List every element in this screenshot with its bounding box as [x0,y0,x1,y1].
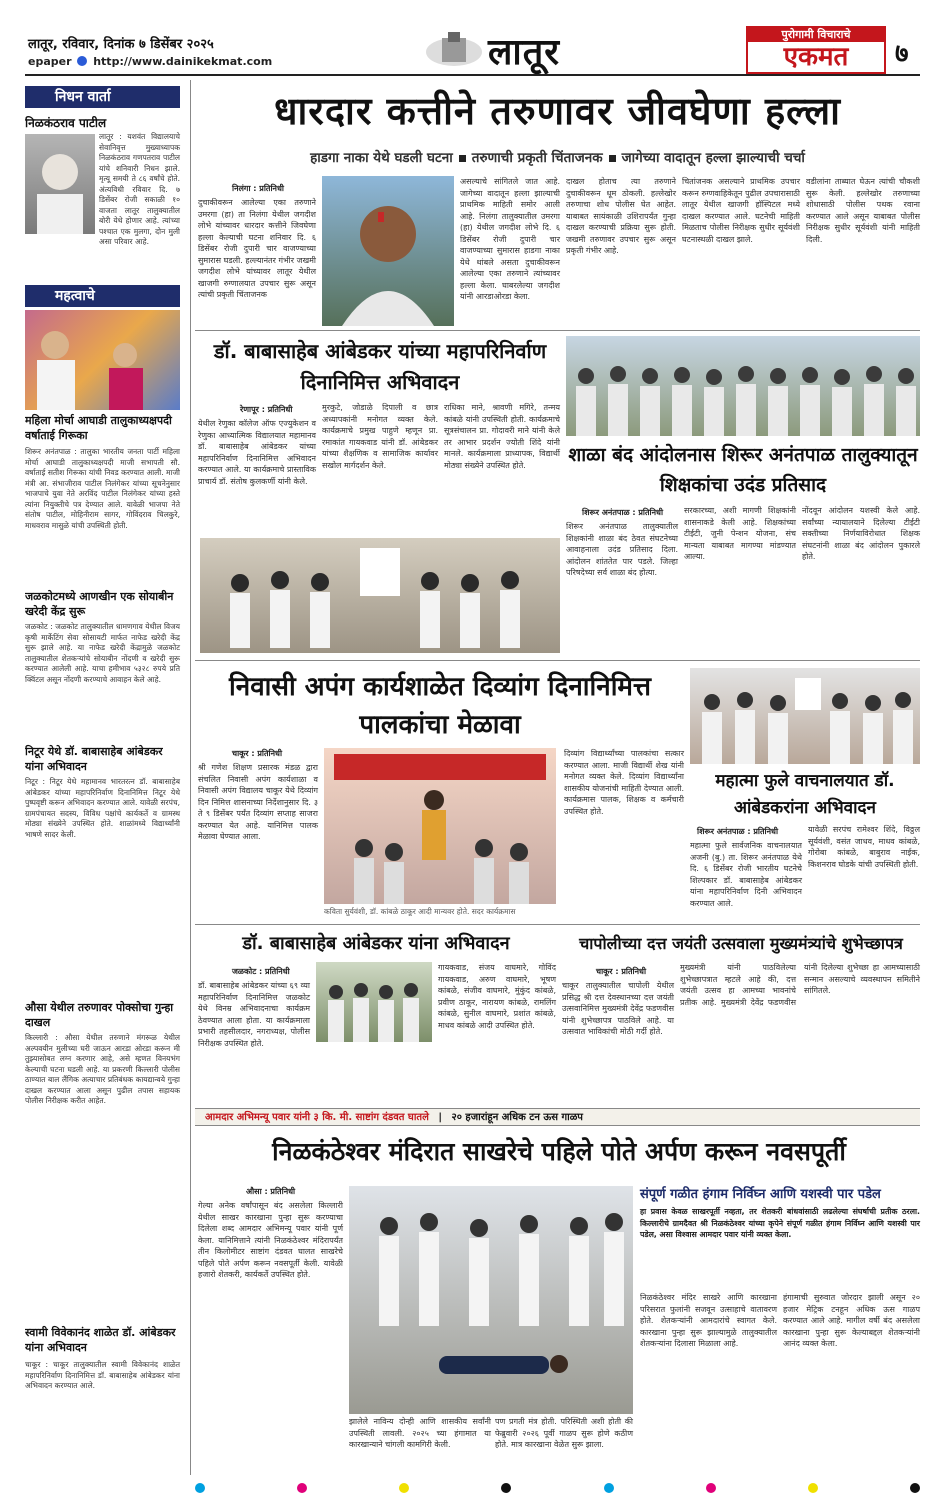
mahatvache-header [25,285,180,307]
lead-text-d: चितांजनक असल्याने प्राथमिक उपचार करून रुग्णवाहिकेतून पुढील उपचारासाठी लातूर येथील खाजगी हॉस्पिटल मध्ये दाखल करण्यात आले. घटनेची माहिती मिळताच पोलीस निरीक्षक सुधीर सूर्यवंशी घटनास्थळी दाखल झाले. [682,177,800,244]
phule-headline: महात्मा फुले वाचनालयात डॉ. आंबेडकरांना अभिवादन [715,771,895,818]
mahatvache-title: महत्वाचे [55,288,95,304]
s1-text: शिरूर अनंतपाळ : तालुका भारतीय जनता पार्टी महिला मोर्चा आघाडी तालुकाध्यक्षपदी माजी सभापती सौ. वर्षाताई सतीश गिरूका यांची निवड करण्यात आली. माजी मंत्री आ. संभाजीराव पाटील निलंगेकर यांच्या सूचनेनुसार भाजपाचे युवा नेते अरविंद पाटील निलंगेकर यांच्या हस्ते त्यांना नियुक्तीचे पत्र देण्यात आले. यावेळी भाजपा नेते संतोष पाटील, मोहिनीराम सागर, गोविंदराव चिलकुरे, माधवराव मासुळे यांची उपस्थिती होती. [25,447,180,530]
brand-block [746,26,886,74]
shala-text-c: नोंदवून आंदोलन यशस्वी केले आहे. सर्वांच्या न्यायालयाने दिलेल्या टीईटी सक्तीच्या निर्णयाविरोधात शिक्षक संघटनांनी शाळा बंद आंदोलन पुकारले होते. [802,506,920,561]
nidhan-title: निधन वार्ता [55,89,111,105]
globe-icon [77,56,87,66]
s2-text: जळकोट : जळकोट तालुक्यातील धामणगाव येथील विजय कृषी मार्केटिंग सेवा सोसायटी मार्फत नाफेड खरेदी केंद्र सुरू झाले आहे. या नाफेड खरेदी केंद्रामुळे जळकोट तालुक्यातील शेतकऱ्यांचे सोयाबीन नोंदणी व खरेदी सुरू करण्यात आलेली आहे. याचा हमीभाव ५३२८ रुपये प्रति क्विंटल असून नोंदणी करण्याचे आवाहन केले आहे. [25,622,180,684]
apang-text-b: दिव्यांग विद्यार्थ्यांच्या पालकांचा सत्कार करण्यात आला. माजी विद्यार्थी शेख यांनी मनोगत व्यक्त केले. दिव्यांग विद्यार्थ्यांना शासकीय योजनांची माहिती देण्यात आली. कार्यक्रमास पालक, शिक्षक व कर्मचारी उपस्थित होते. [564,749,684,816]
registration-mark-icon [808,1483,818,1493]
ticker-item-2: २० हजारांहून अधिक टन ऊस गाळप [451,1112,583,1123]
lead-photo [322,176,454,326]
sidebar [25,80,185,1480]
s3-text: निटूर : निटूर येथे महामानव भारतरत्न डॉ. बाबासाहेब आंबेडकर यांच्या महापरिनिर्वाण दिनानिमित्त निटूर येथे पुष्पवृष्टी करून अभिवादन करण्यात आले. यावेळी सरपंच, ग्रामपंचायत सदस्य, विविध पक्षांचे कार्यकर्ते व ग्रामस्थ मोठ्या संख्येने उपस्थित होते. शाळांमध्ये विद्यार्थ्यांनी भाषणे सादर केली. [25,777,180,839]
brand-logo: एकमत [783,42,849,72]
jalkot-text-a: डॉ. बाबासाहेब आंबेडकर यांच्या ६९ व्या महापरिनिर्वाण दिनानिमित्त जळकोट येथे विनम्र अभिवादनाचा कार्यक्रम ठेवण्यात आला होता. या कार्यक्रमाला प्रभारी तहसीलदार, नगराध्यक्ष, पोलीस निरीक्षक उपस्थित होते. [198,981,310,1048]
ambedkar-text-a: येथील रेणुका कॉलेज ऑफ एज्युकेशन व रेणुका आध्यात्मिक विद्यालयात महामानव डॉ. बाबासाहेब आंबेडकर यांच्या महापरिनिर्वाण दिनानिमित्त अभिवादन करण्यात आले. या कार्यक्रमाचे प्रास्ताविक प्राचार्य डॉ. संतोष कुलकर्णी यांनी केले. [198,419,316,486]
jalkot-headline: डॉ. बाबासाहेब आंबेडकर यांना अभिवादन [242,933,510,954]
ausa-caption: झालेले नाविन्य दोन्ही आणि शासकीय सर्वांनी उपस्थिती लावली. २०२५ च्या हंगामात या कारखान्याने चांगली कामगिरी केली. [349,1417,491,1449]
s1-title: महिला मोर्चा आघाडी तालुकाध्यक्षपदी वर्षाताई गिरूका [25,414,172,442]
ambedkar-headline: डॉ. बाबासाहेब आंबेडकर यांच्या महापरिनिर्वाण दिनानिमित्त अभिवादन [213,339,547,394]
lead-sub-3: जागेच्या वादातून हल्ला झाल्याची चर्चा [621,150,805,166]
brand-tag: पुरोगामी विचाराचे [748,28,884,42]
registration-mark-icon [604,1483,614,1493]
chapoli-headline: चापोलीच्या दत्त जयंती उत्सवाला मुख्यमंत्र्यांचे शुभेच्छापत्र [579,934,903,953]
lead-headline: धारदार कत्तीने तरुणावर जीवघेणा हल्ला [274,89,841,133]
shala-headline: शाळा बंद आंदोलनास शिरूर अनंतपाळ तालुक्यातून शिक्षकांचा उदंड प्रतिसाद [568,444,918,496]
lead-byline: निलंगा : प्रतिनिधी [232,184,284,193]
lead-subline [195,148,920,166]
phule-text-a: महात्मा फुले सार्वजनिक वाचनालयात अजनी (बु.) ता. शिरूर अनंतपाळ येथे दि. ६ डिसेंबर रोजी भारतीय घटनेचे शिल्पकार डॉ. बाबासाहेब आंबेडकर यांना महापरिनिर्वाण दिनी अभिवादन करण्यात आले. [690,841,802,908]
epaper-label: epaper [28,55,72,68]
epaper-line[interactable] [28,55,272,68]
date-line: लातूर, रविवार, दिनांक ७ डिसेंबर २०२५ [28,37,214,52]
lead-text-e: वडीलांना ताब्यात घेऊन त्यांची चौकशी सुरू केली. हल्लेखोर तरुणाच्या शोधासाठी पोलीस पथक रवाना करण्यात आले असून याबाबत पोलीस निरीक्षक सुधीर सूर्यवंशी यांनी माहिती दिली. [806,177,920,244]
chapoli-text-b: मुख्यमंत्री यांनी पाठविलेल्या शुभेच्छापत्रात म्हटले आहे की, दत्त जयंती उत्सव हा आमच्या भावनांचे प्रतीक आहे. मुख्यमंत्री देवेंद्र फडणवीस यांनी दिलेल्या शुभेच्छा हा आमच्यासाठी सन्मान असल्याचे व्यवस्थापन समितीने सांगितले. [680,963,920,1007]
lead-text-b: असल्याचे सांगितले जात आहे. जागेच्या वादातून हल्ला झाल्याची प्राथमिक माहिती समोर आली आहे. निलंगा तालुक्यातील उमरगा (हा) येथील जगदीश लोभे दि. ६ डिसेंबर रोजी दुपारी चार वाजण्याच्या सुमारास हाडगा नाका येथे थांबले असता दुचाकीवरून आलेल्या एका तरुणाने त्यांच्यावर हल्ला केला. घाबरलेल्या जगदीश यांनी आरडाओरडा केला. [460,177,560,301]
jalkot-photo [316,962,432,1042]
jalkot-byline: जळकोट : प्रतिनिधी [232,967,290,976]
masthead-rule [25,74,920,76]
print-registration-bar [195,1480,920,1496]
lead-text-a: दुचाकीवरून आलेल्या एका तरुणाने उमरगा (हा) ता निलंगा येथील जगदीश लोभे यांच्यावर धारदार कत्तीने जिवघेणा हल्ला केल्याची घटना शनिवार दि. ६ डिसेंबर रोजी दुपारी चार वाजण्याच्या सुमारास घडली. हल्ल्यानंतर गंभीर जखमी जगदीश लोभे यांच्यावर लातूर येथील खाजगी रुग्णालयात उपचार सुरू असून त्यांची प्रकृती चिंताजनक [198,198,316,299]
ausa-text-a: गेल्या अनेक वर्षांपासून बंद असलेला किल्लारी येथील साखर कारखाना पुन्हा सुरू करण्याचा दिलेला शब्द आमदार अभिमन्यू पवार यांनी पूर्ण केला. यानिमित्ताने त्यांनी निळकंठेश्वर मंदिरापर्यंत तीन किलोमीटर साष्टांग दंडवत घालत साखरेचे पहिले पोते अर्पण करून नवसपूर्ती केली. यावेळी हजारो शेतकरी, कार्यकर्ते उपस्थित होते. [198,1201,343,1279]
ambedkar-text-c: राधिका माने, श्रावणी मगिरे, तन्मय कांबळे यांनी उपस्थिती होती. कार्यक्रमाचे सूत्रसंचालन प्रा. गोदावरी माने यांनी केले तर आभार प्रदर्शन ज्योती शिंदे यांनी मानले. कार्यक्रमाला प्राध्यापक, विद्यार्थी मोठ्या संख्येने उपस्थित होते. [444,403,560,470]
lead-sub-2: तरुणाची प्रकृती चिंताजनक [471,150,603,166]
sampurna-text-a: निळकंठेश्वर मंदिर साखरे आणि कारखाना परिसरात फुलांनी सजवून उत्साहाचे वातावरण होते. शेतकऱ्यांनी आमदारांचे स्वागत केले. कारखाना पुन्हा सुरू झाल्यामुळे तालुक्यातील शेतकऱ्यांना दिलासा मिळाला आहे. [640,1293,777,1348]
city-title: लातूर [488,32,560,73]
sampurna-text-b: हंगामाची सुरुवात जोरदार झाली असून २० हजार मेट्रिक टनहून अधिक ऊस गाळप करण्यात आले आहे. मागील वर्षी बंद असलेला कारखाना पुन्हा सुरू केल्याबद्दल शेतकऱ्यांनी आनंद व्यक्त केला. [783,1293,920,1348]
s4-text: किल्लारी : औसा येथील तरुणाने मंगरूळ येथील अल्पवयीन मुलीच्या घरी जाऊन आरडा ओरडा करून मी तुझ्यासोबत लग्न करणार आहे, असे म्हणत विनयभंग केल्याची घटना घडली आहे. या प्रकरणी किल्लारी पोलीस ठाण्यात बाल लैंगिक अत्याचार प्रतिबंधक कायद्यान्वये गुन्हा दाखल करण्यात आला असून पुढील तपास सहायक पोलीस निरीक्षक करीत आहेत. [25,1033,180,1105]
shala-photo [566,336,920,436]
ticker-item-1: आमदार अभिमन्यू पवार यांनी ३ कि. मी. साष्टांग दंडवत घातले [205,1112,429,1123]
ambedkar-text-b: मुरकुटे, जोडाळे दिपाली व छात्र अध्यापकांनी मनोगत व्यक्त केले. कार्यक्रमाचे प्रमुख पाहुणे म्हणून प्रा. रमाकांत गायकवाड यांनी डॉ. आंबेडकर यांच्या शैक्षणिक व सामाजिक कार्यावर सखोल मार्गदर्शन केले. [322,403,438,470]
s1-photo [25,310,180,410]
ausa-text-b: पण प्रगती मंत्र होती. परिस्थिती अशी होती की फेब्रुवारी २०२६ पूर्वी गाळप सुरू होणे कठीण होते. मात्र कारखाना वेळेत सुरू झाला. [495,1417,633,1449]
ausa-headline: निळकंठेश्वर मंदिरात साखरेचे पहिले पोते अर्पण करून नवसपूर्ती [272,1137,846,1166]
registration-mark-icon [297,1483,307,1493]
obit-name: निळकंठराव पाटील [25,116,107,130]
sidebar-divider [190,80,191,1475]
ticker-divider: | [438,1112,443,1123]
apang-headline: निवासी अपंग कार्यशाळेत दिव्यांग दिनानिमित्त पालकांचा मेळावा [229,672,651,740]
s4-title: औसा येथील तरुणावर पोक्सोचा गुन्हा दाखल [25,1001,174,1029]
ticker-bar [195,1108,920,1126]
registration-mark-icon [501,1483,511,1493]
phule-text-b: यावेळी सरपंच रामेश्वर शिंदे, विठ्ठल सूर्यवंशी, वसंत जाधव, माधव कांबळे, गोरोबा कांबळे, बाबुराव नाईक, किशनराव घोडके यांची उपस्थिती होती. [808,825,920,869]
ausa-photo [349,1186,633,1414]
apang-byline: चाकूर : प्रतिनिधी [232,749,283,758]
registration-mark-icon [706,1483,716,1493]
masthead [0,0,945,80]
site-url[interactable]: http://www.dainikekmat.com [93,55,273,68]
lead-sub-1: हाडगा नाका येथे घडली घटना [310,150,453,166]
ambedkar-photo [200,538,560,653]
apang-photo [324,748,556,904]
bullet-icon [609,155,616,162]
registration-mark-icon [195,1483,205,1493]
shala-text-b: सरकारच्या, अशी मागणी शिक्षकांनी शासनाकडे केली आहे. शिक्षकांच्या टीईटी, जुनी पेन्शन योजना, संच मान्यता याबाबत मागण्या मांडण्यात आल्या. [684,506,796,561]
shala-text-a: शिरूर अनंतपाळ तालुक्यातील शिक्षकांनी शाळा बंद ठेवत संघटनेच्या आवाहनाला उदंड प्रतिसाद दिला. आंदोलन शांततेत पार पडले. जिल्हा परिषदेच्या सर्व शाळा बंद होत्या. [566,522,678,577]
chapoli-byline: चाकूर : प्रतिनिधी [596,967,647,976]
bullet-icon [459,155,466,162]
s5-text: चाकूर : चाकूर तालुक्यातील स्वामी विवेकानंद शाळेत महापरिनिर्वाण दिनानिमित्त डॉ. बाबासाहेब आंबेडकर यांना अभिवादन करण्यात आले. [25,1360,180,1390]
s2-title: जळकोटमध्ये आणखीन एक सोयाबीन खरेदी केंद्र सुरू [25,590,174,618]
ambedkar-byline: रेणापूर : प्रतिनिधी [240,405,293,414]
shala-byline: शिरूर अनंतपाळ : प्रतिनिधी [582,508,664,517]
registration-mark-icon [399,1483,409,1493]
phule-byline: शिरूर अनंतपाळ : प्रतिनिधी [697,827,779,836]
city-emblem-icon [424,30,484,70]
obit-text: लातूर : यशवंत विद्यालयाचे सेवानिवृत्त मुख्याध्यापक निळकंठराव गणपतराव पाटील यांचे शनिवारी निधन झाले. मृत्यू समयी ते ८६ वर्षांचे होते. अंत्यविधी रविवार दि. ७ डिसेंबर रोजी सकाळी १० वाजता लातूर तालुक्यातील बोरी येथे होणार आहे. त्यांच्या पश्चात एक मुलगा, दोन मुली असा परिवार आहे. [99,132,180,246]
chapoli-text-a: चाकूर तालुक्यातील चापोली येथील प्रसिद्ध श्री दत्त देवस्थानच्या दत्त जयंती उत्सवानिमित्त मुख्यमंत्री देवेंद्र फडणवीस यांनी शुभेच्छापत्र पाठविले आहे. या उत्सवात भाविकांची मोठी गर्दी होते. [562,981,674,1036]
lead-text-c: दाखल होताच त्या तरुणाने दुचाकीवरून धूम ठोकली. हल्लेखोर तरुणाचा शोध पोलीस घेत आहेत. याबाबत सायंकाळी उशिरापर्यंत गुन्हा दाखल करण्याची प्रक्रिया सुरू होती. जखमी तरुणावर उपचार सुरू असून प्रकृती गंभीर आहे. [566,177,676,255]
registration-mark-icon [910,1483,920,1493]
apang-text-a: श्री गणेश शिक्षण प्रसारक मंडळ द्वारा संचलित निवासी अपंग कार्यशाळा व निवासी अपंग विद्यालय चाकूर येथे दिव्यांग दिन निमित्त शासनाच्या निर्देशानुसार दि. ३ ते ९ डिसेंबर पर्यंत दिव्यांग सप्ताह साजरा करण्यात येत आहे. यानिमित्त पालक मेळावा घेण्यात आला. [198,763,318,841]
phule-photo [690,668,920,764]
s5-title: स्वामी विवेकानंद शाळेत डॉ. आंबेडकर यांना अभिवादन [25,1326,176,1354]
lead-rule [195,330,920,331]
apang-caption: कविता सुर्यवंशी, डॉ. कांबळे ठाकूर आदी मान्यवर होते. सदर कार्यक्रमास [324,907,516,916]
sampurna-lead: हा प्रवास केवळ साखरपूर्ती नव्हता, तर शेतकरी बांधवांसाठी लढलेल्या संघर्षाची प्रतीक ठरला. किल्लारीचे ग्रामदैवत श्री निळकंठेश्वर यांच्या कृपेने संपूर्ण गळीत हंगाम निर्विघ्न आणि यशस्वी पार पडेल, असा विश्वास आमदार पवार यांनी व्यक्त केला. [640,1207,920,1239]
mid-rule-2 [195,924,920,925]
page-number: ७ [895,39,909,69]
sampurna-headline: संपूर्ण गळीत हंगाम निर्विघ्न आणि यशस्वी पार पडेल [640,1187,881,1202]
s3-title: निटूर येथे डॉ. बाबासाहेब आंबेडकर यांना अभिवादन [25,745,163,773]
mid-rule-1 [195,660,920,661]
ausa-byline: औसा : प्रतिनिधी [246,1187,296,1196]
nidhan-header [25,86,180,108]
jalkot-text-b: गायकवाड, संजय वाघमारे, गोविंद गायकवाड, अरुण वाघमारे, भूषण कांबळे, संजीव वाघमारे, मुंकुंद कांबळे, प्रवीण ठाकूर, नारायण कांबळे, रामलिंग कांबळे, सुनील वाघमारे, प्रशांत कांबळे, माधव कांबळे आदी उपस्थित होते. [438,963,556,1030]
